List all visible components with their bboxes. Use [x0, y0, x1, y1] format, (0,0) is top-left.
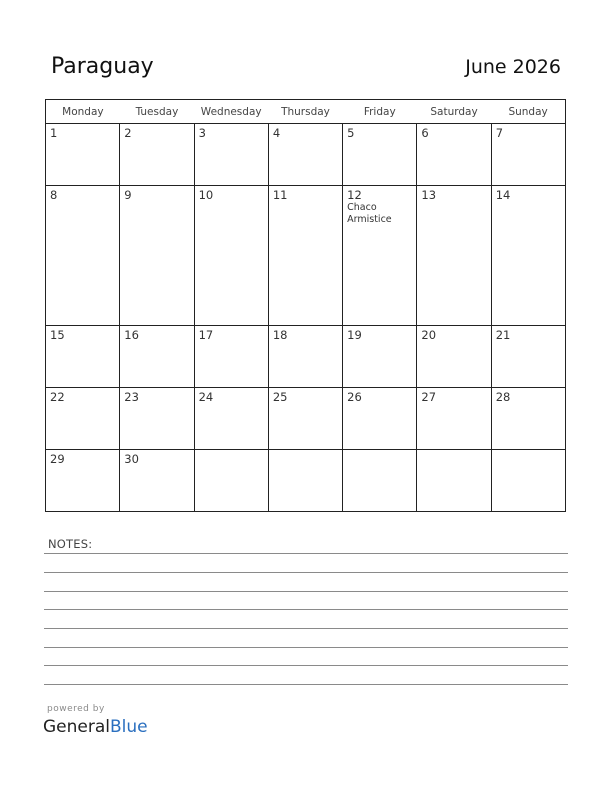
note-line: [44, 591, 568, 592]
day-number: 14: [495, 187, 511, 202]
weekday-saturday: Saturday: [417, 100, 491, 124]
day-cell: [417, 450, 491, 512]
day-cell: [120, 450, 194, 512]
day-cell: [343, 185, 417, 325]
note-line: [44, 609, 568, 610]
day-number: 22: [50, 390, 65, 405]
calendar-grid: [45, 99, 566, 512]
day-cell: [343, 450, 417, 512]
day-number: 18: [272, 328, 288, 343]
day-cell: [491, 450, 565, 512]
day-cell: [46, 450, 120, 512]
day-number: 23: [124, 390, 139, 405]
day-cell: [343, 326, 417, 388]
day-cell: [491, 185, 565, 325]
note-line: [44, 553, 568, 554]
day-number: 26: [347, 390, 362, 405]
powered-by-text: powered by: [47, 704, 105, 714]
day-number: 27: [421, 390, 437, 405]
day-number: 15: [50, 328, 65, 343]
day-number: 19: [347, 328, 362, 343]
day-cell: [417, 326, 491, 388]
day-cell: [417, 124, 491, 186]
holiday-label: Chaco Armistice: [347, 201, 392, 225]
day-cell: [120, 388, 194, 450]
note-line: [44, 572, 568, 573]
note-line: [44, 684, 568, 685]
day-number: 30: [124, 452, 139, 466]
day-number: 5: [347, 126, 355, 140]
note-line: [44, 628, 568, 629]
logo-blue-text: Blue: [110, 717, 148, 737]
day-cell: [194, 450, 268, 512]
day-number: 28: [495, 390, 511, 405]
day-cell: [417, 388, 491, 450]
day-cell: [194, 185, 268, 325]
country-title: Paraguay: [51, 54, 154, 79]
day-number: 29: [50, 452, 65, 466]
notes-label: NOTES:: [48, 537, 93, 551]
day-cell: [491, 388, 565, 450]
day-cell: [194, 388, 268, 450]
day-number: 3: [198, 126, 206, 140]
generalblue-logo[interactable]: [43, 717, 148, 737]
day-cell: [46, 185, 120, 325]
day-cell: [417, 185, 491, 325]
weekday-friday: Friday: [343, 100, 417, 124]
month-year-title: June 2026: [465, 56, 561, 78]
day-number: 25: [272, 390, 288, 405]
day-number: 4: [272, 126, 281, 140]
weekday-tuesday: Tuesday: [120, 100, 194, 124]
week-row: [46, 388, 566, 450]
day-cell: [120, 124, 194, 186]
day-number: 16: [124, 328, 139, 343]
note-line: [44, 665, 568, 666]
day-number: 8: [50, 187, 58, 202]
logo-general-text: General: [43, 717, 110, 737]
day-cell: [46, 124, 120, 186]
day-number: 21: [495, 328, 511, 343]
day-number: 7: [495, 126, 504, 140]
day-cell: [491, 124, 565, 186]
week-row: [46, 326, 566, 388]
day-number: 2: [124, 126, 132, 140]
day-number: 12: [347, 187, 362, 202]
week-row: [46, 124, 566, 186]
day-number: 20: [421, 328, 437, 343]
day-cell: [194, 124, 268, 186]
day-cell: [46, 326, 120, 388]
note-line: [44, 647, 568, 648]
day-cell: [120, 185, 194, 325]
weekday-header-row: [46, 100, 566, 124]
day-number: 1: [50, 126, 58, 140]
day-number: 11: [272, 187, 288, 202]
day-cell: [268, 124, 342, 186]
day-number: 9: [124, 187, 132, 202]
day-number: 10: [198, 187, 214, 202]
day-cell: [343, 388, 417, 450]
day-number: 24: [198, 390, 214, 405]
day-cell: [268, 450, 342, 512]
week-row: [46, 185, 566, 325]
day-number: 13: [421, 187, 437, 202]
weekday-monday: Monday: [46, 100, 120, 124]
day-cell: [491, 326, 565, 388]
day-cell: [268, 326, 342, 388]
day-number: 17: [198, 328, 214, 343]
weekday-wednesday: Wednesday: [194, 100, 268, 124]
day-number: 6: [421, 126, 429, 140]
day-cell: [46, 388, 120, 450]
day-cell: [268, 388, 342, 450]
day-cell: [343, 124, 417, 186]
weekday-thursday: Thursday: [268, 100, 342, 124]
weekday-sunday: Sunday: [491, 100, 565, 124]
week-row: [46, 450, 566, 512]
day-cell: [268, 185, 342, 325]
day-cell: [120, 326, 194, 388]
day-cell: [194, 326, 268, 388]
